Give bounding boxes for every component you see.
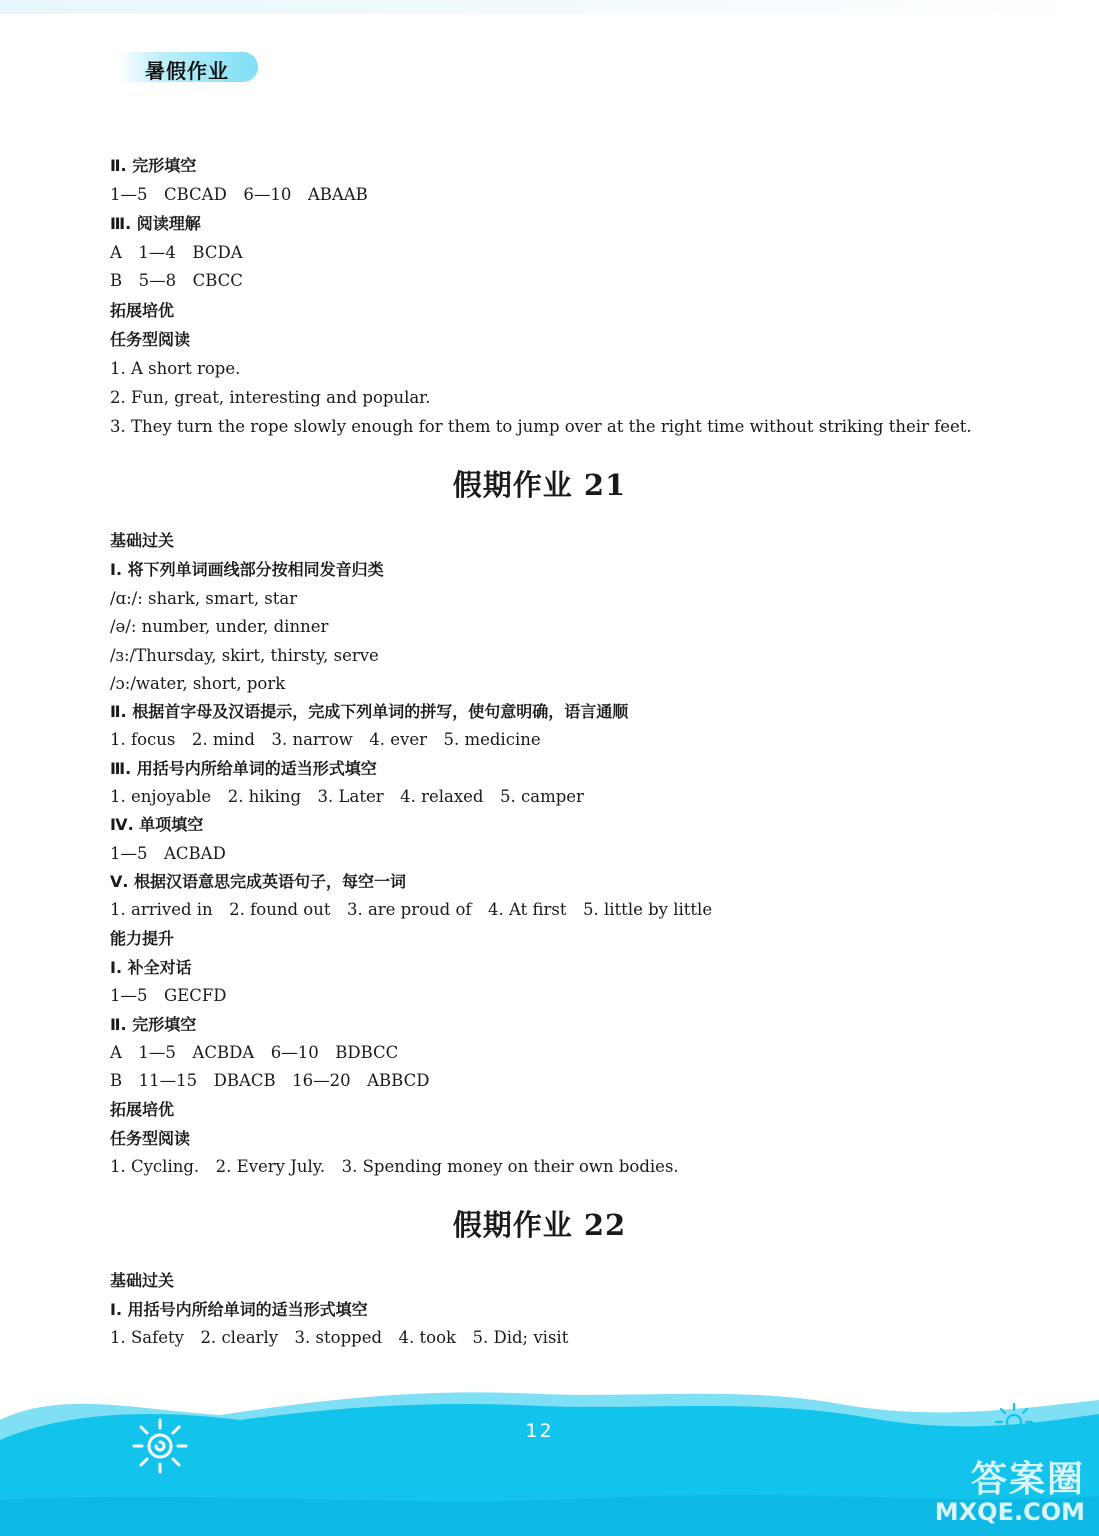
answer-line: Ⅰ. 补全对话 bbox=[110, 958, 192, 977]
page-number: 12 bbox=[525, 1420, 554, 1442]
answer-line: Ⅲ. 阅读理解 bbox=[110, 214, 201, 233]
header-band bbox=[0, 0, 1099, 14]
answer-line: 基础过关 bbox=[110, 531, 175, 550]
answer-line: 1. Cycling. 2. Every July. 3. Spending money on their own bodies. bbox=[110, 1157, 679, 1176]
section-title-21: 假期作业 21 bbox=[452, 468, 627, 502]
answer-line: 1—5 GECFD bbox=[110, 986, 227, 1005]
answer-line: 基础过关 bbox=[110, 1271, 175, 1290]
answer-line: A 1—5 ACBDA 6—10 BDBCC bbox=[110, 1043, 399, 1062]
answer-line: 拓展培优 bbox=[110, 1100, 175, 1119]
answer-line: Ⅴ. 根据汉语意思完成英语句子，每空一词 bbox=[110, 872, 407, 891]
answer-line: 1. enjoyable 2. hiking 3. Later 4. relaxed 5. camper bbox=[110, 787, 584, 806]
answer-line: /ɑ:/: shark, smart, star bbox=[110, 589, 298, 608]
answer-line: B 5—8 CBCC bbox=[110, 271, 243, 290]
answer-line: /ɜ:/Thursday, skirt, thirsty, serve bbox=[110, 646, 379, 665]
answer-line: B 11—15 DBACB 16—20 ABBCD bbox=[110, 1071, 430, 1090]
answer-line: Ⅳ. 单项填空 bbox=[110, 815, 204, 834]
answer-line: A 1—4 BCDA bbox=[110, 243, 243, 262]
watermark bbox=[885, 1459, 1085, 1526]
section-title-22: 假期作业 22 bbox=[452, 1208, 627, 1242]
answer-line: Ⅰ. 用括号内所给单词的适当形式填空 bbox=[110, 1300, 368, 1319]
answer-line: 1. Safety 2. clearly 3. stopped 4. took 5. Did; visit bbox=[110, 1328, 569, 1347]
answer-line: 1. A short rope. bbox=[110, 359, 241, 378]
answer-line: 1. arrived in 2. found out 3. are proud of 4. At first 5. little by little bbox=[110, 900, 713, 919]
watermark-url: MXQE.COM bbox=[934, 1498, 1085, 1526]
answer-line: 任务型阅读 bbox=[110, 1129, 191, 1148]
answer-line: 3. They turn the rope slowly enough for them to jump over at the right time without striking their feet. bbox=[110, 417, 972, 436]
answer-line: Ⅱ. 根据首字母及汉语提示，完成下列单词的拼写，使句意明确，语言通顺 bbox=[110, 702, 629, 721]
answer-line: /ɔ:/water, short, pork bbox=[110, 674, 286, 693]
running-header-title: 暑假作业 bbox=[145, 59, 229, 83]
answer-line: 1. focus 2. mind 3. narrow 4. ever 5. medicine bbox=[110, 730, 541, 749]
answer-line: Ⅰ. 将下列单词画线部分按相同发音归类 bbox=[110, 560, 384, 579]
answer-line: 拓展培优 bbox=[110, 301, 175, 320]
answer-line: Ⅲ. 用括号内所给单词的适当形式填空 bbox=[110, 759, 377, 778]
answer-line: Ⅱ. 完形填空 bbox=[110, 1015, 197, 1034]
answer-line: Ⅱ. 完形填空 bbox=[110, 156, 197, 175]
answer-line: /ə/: number, under, dinner bbox=[110, 617, 329, 636]
answer-line: 1—5 ACBAD bbox=[110, 844, 226, 863]
answer-line: 能力提升 bbox=[110, 929, 175, 948]
answer-line: 1—5 CBCAD 6—10 ABAAB bbox=[110, 185, 368, 204]
watermark-text: 答案圈 bbox=[970, 1459, 1085, 1500]
answer-line: 任务型阅读 bbox=[110, 330, 191, 349]
answer-line: 2. Fun, great, interesting and popular. bbox=[110, 388, 431, 407]
